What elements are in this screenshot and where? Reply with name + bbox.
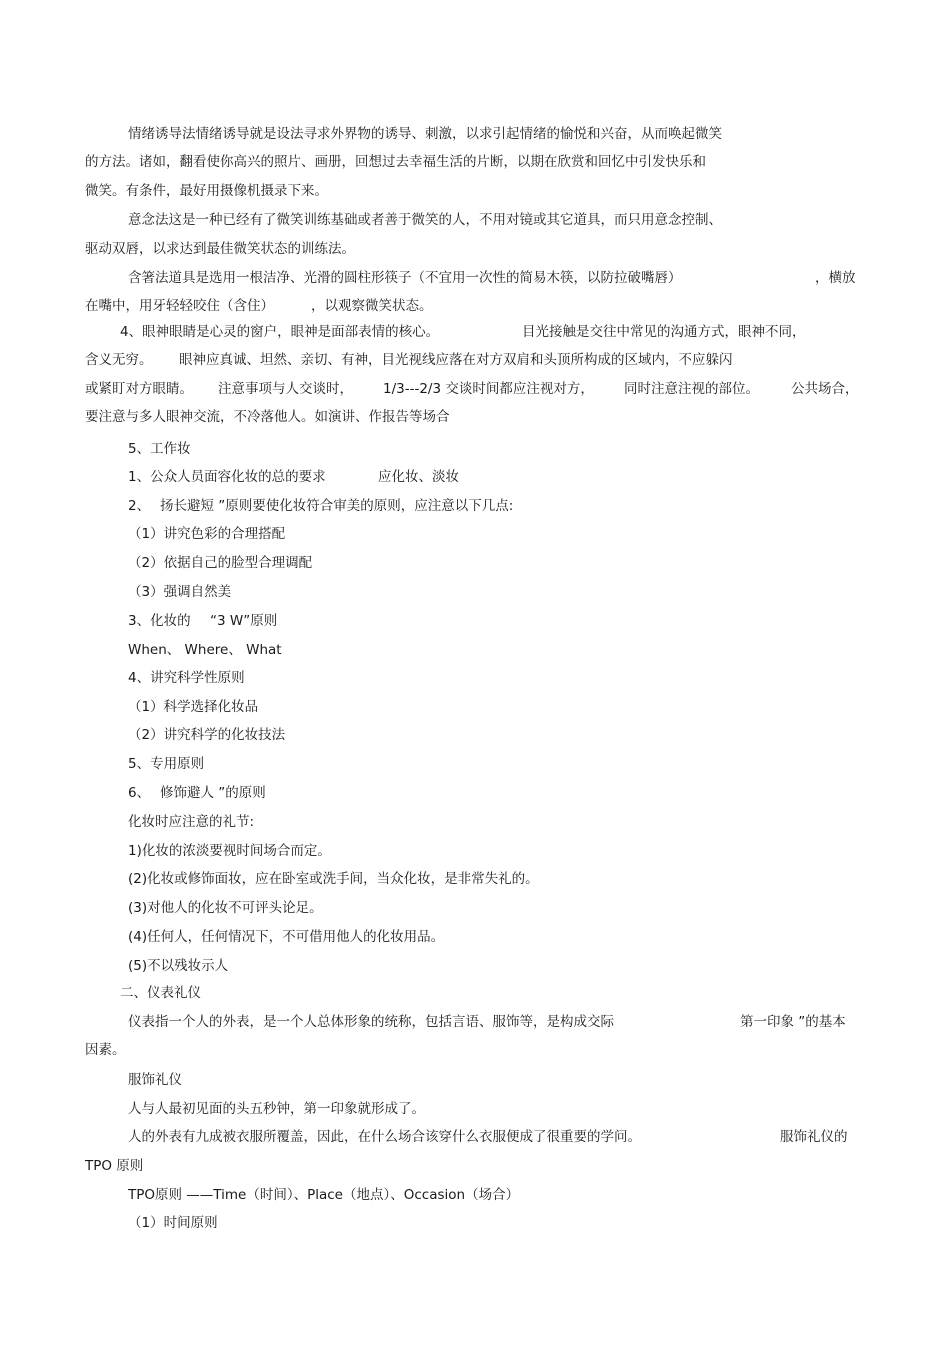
text-line: 扬长避短 ”原则要使化妆符合审美的原则，应注意以下几点: [160,498,514,514]
text-line: 或紧盯对方眼睛。 [85,381,193,397]
text-line: 4、讲究科学性原则 [128,670,245,686]
text-line: 因素。 [85,1042,126,1058]
text-line: 在嘴中，用牙轻轻咬住（含住） [85,298,274,314]
text-line: 同时注意注视的部位。 [624,381,759,397]
text-line: 人与人最初见面的头五秒钟，第一印象就形成了。 [128,1101,425,1117]
text-line: 含义无穷。 [85,352,153,368]
text-line: 4、眼神眼睛是心灵的窗户，眼神是面部表情的核心。 [120,324,440,340]
text-line: （2）依据自己的脸型合理调配 [128,555,313,571]
text-line: 意念法这是一种已经有了微笑训练基础或者善于微笑的人，不用对镜或其它道具，而只用意念控制、 [128,212,722,228]
text-line: 要注意与多人眼神交流，不冷落他人。如演讲、作报告等场合 [85,409,450,425]
text-line: （1）讲究色彩的合理搭配 [128,526,286,542]
text-line: 3、化妆的 [128,613,191,629]
text-line: 1)化妆的浓淡要视时间场合而定。 [128,843,331,859]
text-line: （1）科学选择化妆品 [128,699,259,715]
text-line: （1）时间原则 [128,1215,218,1231]
text-line: 人的外表有九成被衣服所覆盖，因此，在什么场合该穿什么衣服便成了很重要的学问。 [128,1129,641,1145]
text-line: TPO 原则 [85,1158,144,1174]
text-line: When、 Where、 What [128,642,282,658]
text-line: 公共场合， [791,381,859,397]
text-line: 第一印象 ”的基本 [740,1014,846,1030]
text-line: 仪表指一个人的外表，是一个人总体形象的统称，包括言语、服饰等，是构成交际 [128,1014,614,1030]
text-line: TPO原则 ——Time（时间）、Place（地点）、Occasion（场合） [128,1187,520,1203]
text-line: ，以观察微笑状态。 [311,298,433,314]
text-line: 目光接触是交往中常见的沟通方式，眼神不同， [522,324,806,340]
text-line: 修饰避人 ”的原则 [160,785,266,801]
text-line: 6、 [128,785,151,801]
text-line: 5、工作妆 [128,441,191,457]
text-line: 含箸法道具是选用一根洁净、光滑的圆柱形筷子（不宜用一次性的简易木筷，以防拉破嘴唇） [128,270,682,286]
text-line: 1/3---2/3 交谈时间都应注视对方， [383,381,594,397]
text-line: 情绪诱导法情绪诱导就是设法寻求外界物的诱导、刺激，以求引起情绪的愉悦和兴奋，从而唤起微笑 [128,126,722,142]
text-line: 2、 [128,498,151,514]
text-line: 的方法。诸如，翻看使你高兴的照片、画册，回想过去幸福生活的片断，以期在欣赏和回忆中引发快乐和 [85,154,706,170]
text-line: (3)对他人的化妆不可评头论足。 [128,900,323,916]
text-line: （2）讲究科学的化妆技法 [128,727,286,743]
text-line: 服饰礼仪的 [780,1129,848,1145]
text-line: 5、专用原则 [128,756,205,772]
text-line: 眼神应真诚、坦然、亲切、有神，目光视线应落在对方双肩和头顶所构成的区域内，不应躲闪 [179,352,733,368]
section-heading: 二、仪表礼仪 [120,985,201,1001]
text-line: 化妆时应注意的礼节: [128,814,255,830]
text-line: ，横放 [815,270,856,286]
text-line: (4)任何人，任何情况下，不可借用他人的化妆用品。 [128,929,445,945]
text-line: 服饰礼仪 [128,1072,182,1088]
text-line: 注意事项与人交谈时， [218,381,353,397]
text-line: (5)不以残妆示人 [128,958,229,974]
text-line: 微笑。有条件，最好用摄像机摄录下来。 [85,183,328,199]
text-line: 应化妆、淡妆 [378,469,459,485]
text-line: “3 W”原则 [210,613,278,629]
text-line: 驱动双唇，以求达到最佳微笑状态的训练法。 [85,241,355,257]
text-line: (2)化妆或修饰面妆，应在卧室或洗手间，当众化妆，是非常失礼的。 [128,871,539,887]
text-line: （3）强调自然美 [128,584,232,600]
text-line: 1、公众人员面容化妆的总的要求 [128,469,326,485]
